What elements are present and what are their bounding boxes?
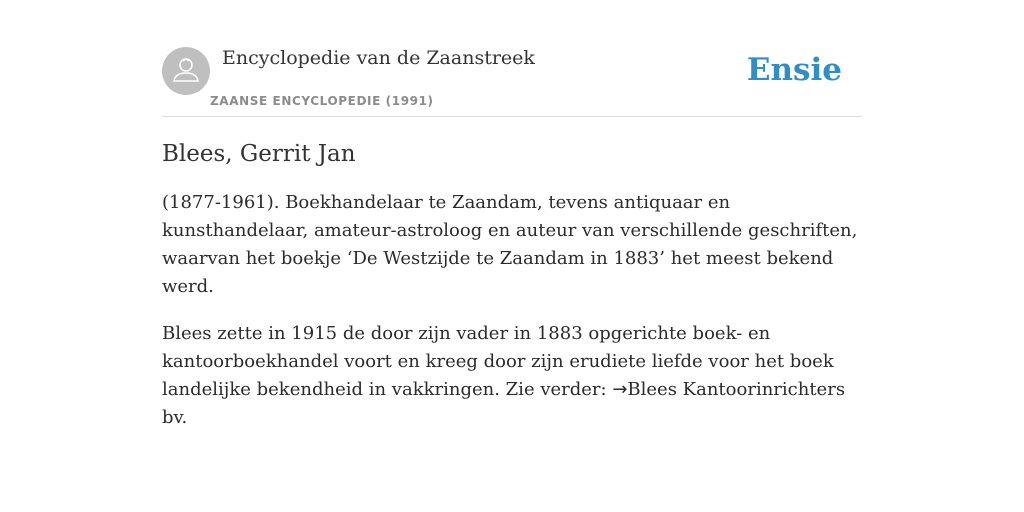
user-icon [162,47,210,95]
source-header [162,46,862,117]
entry-paragraph-2 [162,320,862,432]
source-subtitle: ZAANSE ENCYCLOPEDIE (1991) [210,94,434,108]
paragraph-2-text: Blees zette in 1915 de door zijn vader in 1883 opgerichte boek- en kantoorboekhandel voort en kreeg door zijn erudiete liefde voor het boek landelijke bekendheid in vakkringen. Zie verder: [162,323,834,400]
arrow-right-icon: → [612,379,628,400]
entry-content [162,138,862,451]
brand-logo[interactable]: Ensie [746,52,842,88]
see-also-link-label: Blees Kantoorinrichters bv. [162,379,846,428]
entry-title: Blees, Gerrit Jan [162,141,356,167]
source-title[interactable]: Encyclopedie van de Zaanstreek [222,47,535,69]
avatar[interactable] [162,47,210,95]
entry-paragraph-1: (1877-1961). Boekhandelaar te Zaandam, tevens antiquaar en kunsthandelaar, amateur-astroloog en auteur van verschillende geschriften, waarvan het boekje ‘De Westzijde te Zaandam in 1883’ het meest bekend werd. [162,192,858,297]
